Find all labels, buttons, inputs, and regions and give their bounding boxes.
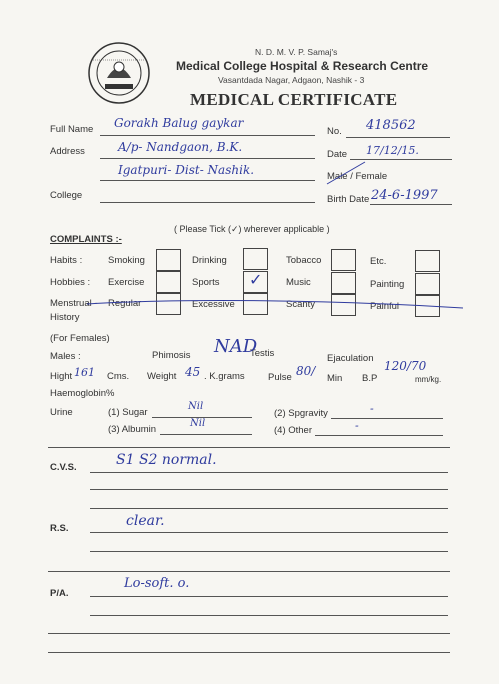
pa-value: Lo-soft. o. xyxy=(124,576,190,591)
etc-label: Etc. xyxy=(370,256,387,267)
date-value: 17/12/15. xyxy=(366,144,419,157)
cvs-value: S1 S2 normal. xyxy=(116,452,217,468)
tobacco-label: Tobacco xyxy=(286,255,322,266)
pulse-value: 80/ xyxy=(296,364,316,378)
tick-instruction: ( Please Tick (✓) wherever applicable ) xyxy=(174,224,330,234)
min-label: Min xyxy=(327,373,343,384)
bp-value: 120/70 xyxy=(384,359,427,373)
other-value: - xyxy=(355,419,359,432)
pulse-label: Pulse xyxy=(268,372,292,383)
hospital-name: Medical College Hospital & Research Centre xyxy=(176,59,429,73)
no-value: 418562 xyxy=(366,118,416,133)
sex-strike-mark xyxy=(325,160,367,186)
exercise-label: Exercise xyxy=(108,277,145,288)
rs-value: clear. xyxy=(126,513,165,529)
kgrams-label: . K.grams xyxy=(204,371,245,382)
mmkg-label: mm/kg. xyxy=(415,375,442,384)
weight-label: Weight xyxy=(147,371,177,382)
music-label: Music xyxy=(286,277,311,288)
painting-label: Painting xyxy=(370,279,405,290)
urine-label: Urine xyxy=(50,407,73,418)
sex-label: Male / Female xyxy=(327,171,388,182)
males-handwritten-value: NAD xyxy=(214,336,258,357)
males-label: Males : xyxy=(50,351,81,362)
smoking-checkbox[interactable] xyxy=(156,249,181,271)
other-label: (4) Other xyxy=(274,425,313,436)
no-label: No. xyxy=(327,126,342,137)
spgravity-label: (2) Spgravity xyxy=(274,408,328,419)
hight-value: 161 xyxy=(74,366,95,379)
hight-label: Hight xyxy=(50,371,73,382)
exercise-checkbox[interactable] xyxy=(156,271,181,293)
address-label: Address xyxy=(50,146,85,157)
bp-label: B.P xyxy=(362,373,378,384)
college-seal-logo xyxy=(83,40,155,106)
cvs-label: C.V.S. xyxy=(50,462,77,473)
pa-label: P/A. xyxy=(50,588,69,599)
habits-label: Habits : xyxy=(50,255,83,266)
albumin-value: Nil xyxy=(190,418,206,429)
full-name-value: Gorakh Balug gaykar xyxy=(114,116,244,130)
date-label: Date xyxy=(327,149,348,160)
history-label: History xyxy=(50,312,80,323)
albumin-label: (3) Albumin xyxy=(108,424,157,435)
menstrual-label: Menstrual - xyxy=(50,298,98,309)
etc-checkbox[interactable] xyxy=(415,250,440,272)
page-title: MEDICAL CERTIFICATE xyxy=(190,90,398,109)
scanty-label: Scanty xyxy=(286,299,316,310)
sports-tick-mark: ✓ xyxy=(249,270,263,289)
tobacco-checkbox[interactable] xyxy=(331,249,356,271)
complaints-heading: COMPLAINTS :- xyxy=(50,234,122,245)
excessive-label: Excessive xyxy=(192,299,235,310)
music-checkbox[interactable] xyxy=(331,272,356,294)
for-females-label: (For Females) xyxy=(50,333,110,344)
painful-label: Painful xyxy=(370,301,400,312)
sugar-value: Nil xyxy=(188,401,204,412)
birth-date-value: 24-6-1997 xyxy=(371,188,438,203)
spgravity-value: - xyxy=(370,402,374,415)
hospital-address: Vasantdada Nagar, Adgaon, Nashik - 3 xyxy=(218,75,365,85)
birth-date-label: Birth Date xyxy=(327,194,370,205)
address-line-1: A/p- Nandgaon, B.K. xyxy=(118,140,243,154)
society-name: N. D. M. V. P. Samaj's xyxy=(255,47,338,57)
rs-label: R.S. xyxy=(50,523,69,534)
weight-value: 45 xyxy=(185,365,201,379)
phimosis-label: Phimosis xyxy=(152,350,191,361)
hobbies-label: Hobbies : xyxy=(50,277,91,288)
menstrual-strike-line xyxy=(85,292,465,312)
drinking-checkbox[interactable] xyxy=(243,248,268,270)
drinking-label: Drinking xyxy=(192,255,227,266)
college-label: College xyxy=(50,190,83,201)
full-name-label: Full Name xyxy=(50,124,94,135)
smoking-label: Smoking xyxy=(108,255,145,266)
cms-label: Cms. xyxy=(107,371,130,382)
regular-label: Regular xyxy=(108,298,142,309)
sports-label: Sports xyxy=(192,277,220,288)
sugar-label: (1) Sugar xyxy=(108,407,148,418)
ejaculation-label: Ejaculation xyxy=(327,353,374,364)
haemoglobin-label: Haemoglobin% xyxy=(50,388,115,399)
testis-label: Testis xyxy=(250,348,275,359)
address-line-2: Igatpuri- Dist- Nashik. xyxy=(118,163,255,177)
